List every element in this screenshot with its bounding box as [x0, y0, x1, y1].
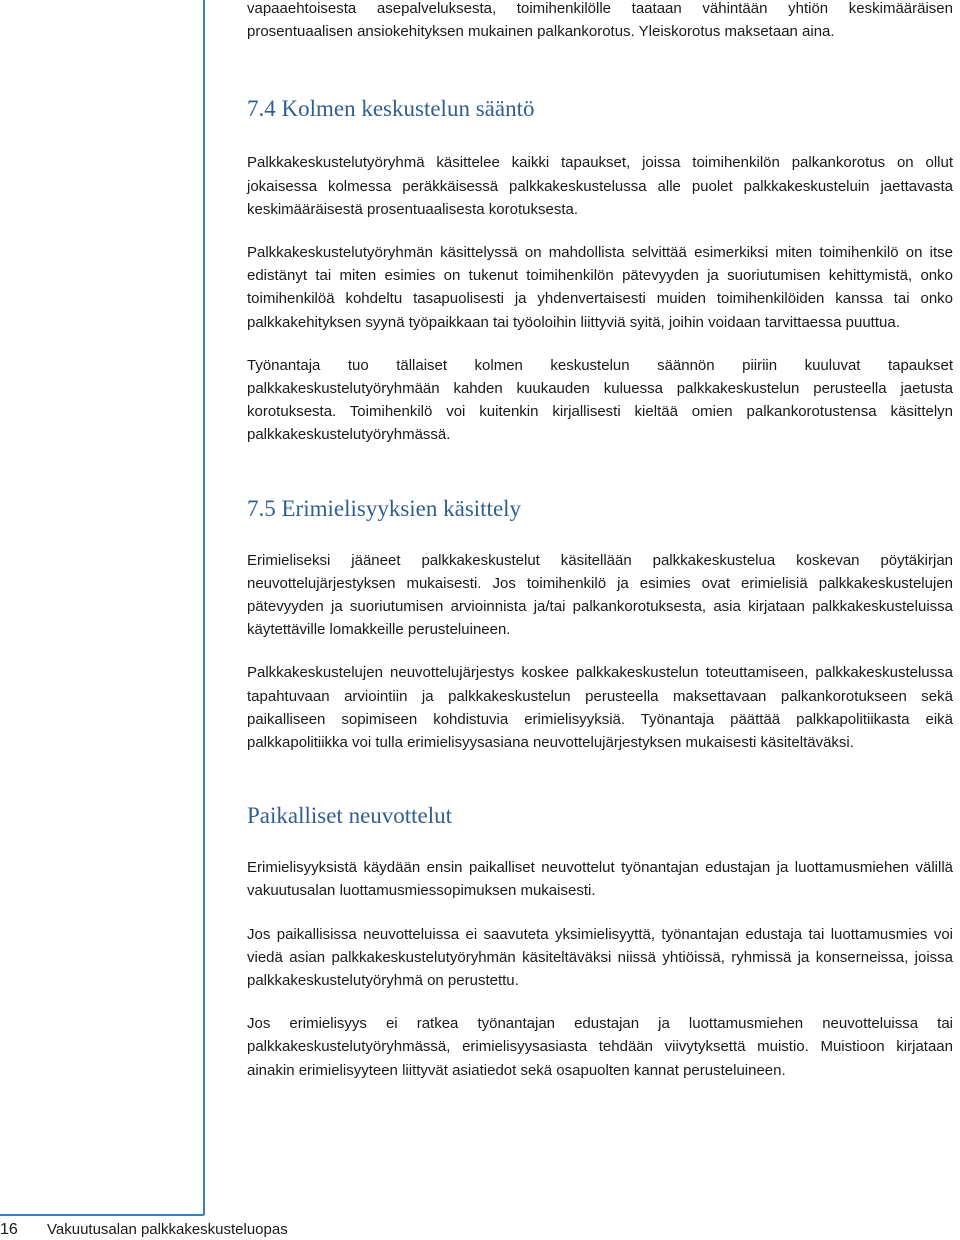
section-7-4-paragraph-3: Työnantaja tuo tällaiset kolmen keskustelun säännön piiriin kuuluvat tapaukset palkkakeskustelutyöryhmään kahden kuukauden kuluessa palkkakeskustelun perusteella jaetusta korotuksesta. Toimihenkilö voi kuitenkin kirjallisesti kieltää omien palkankorotustensa käsittelyn palkkakeskustelutyöryhmässä. [247, 356, 953, 444]
footer-rule-horizontal [0, 1214, 204, 1216]
section-7-4-paragraph-2: Palkkakeskustelutyöryhmän käsittelyssä on mahdollista selvittää esimerkiksi miten toimihenkilö on itse edistänyt tai miten esimies on tukenut toimihenkilön pätevyyden ja suoriutumisen kehittymistä, onko toimihenkilöä kohdeltu tasapuolisesti ja yhdenvertaisesti muiden toimihenkilöiden kanssa tai onko palkkakehityksen syynä työpaikkaan tai työoloihin liittyviä syitä, joihin voidaan tarvittaessa puuttua. [247, 244, 953, 331]
footer-publication-title: Vakuutusalan palkkakeskusteluopas [47, 1221, 288, 1238]
section-7-5 [247, 495, 953, 755]
section-local-paragraph-2: Jos paikallisissa neuvotteluissa ei saavuteta yksimielisyyttä, työnantajan edustaja tai luottamusmies voi viedä asian palkkakeskustelutyöryhmän käsiteltäväksi niissä yhtiöissä, ryhmissä ja konserneissa, joissa palkkakeskustelutyöryhmä on perustettu. [247, 925, 953, 990]
section-local-paragraph-1: Erimielisyyksistä käydään ensin paikalliset neuvottelut työnantajan edustajan ja luottamusmiehen välillä vakuutusalan luottamusmiessopimuksen mukaisesti. [247, 859, 953, 900]
section-local-heading: Paikalliset neuvottelut [247, 803, 453, 829]
page-content [247, 0, 953, 1082]
section-7-5-paragraph-2: Palkkakeskustelujen neuvottelujärjestys koskee palkkakeskustelun toteuttamiseen, palkkakeskustelussa tapahtuvaan arviointiin ja palkkakeskustelun perusteella maksettavaan palkankorotukseen sekä paikalliseen sopimiseen kohdistuvia erimielisyyksiä. Työnantaja päättää palkkapolitiikasta eikä palkkapolitiikka voi tulla erimielisyysasiana neuvottelujärjestyksen mukaisesti käsiteltäväksi. [247, 664, 953, 752]
section-7-4-heading: 7.4 Kolmen keskustelun sääntö [247, 96, 535, 122]
footer-page-number: 16 [0, 1221, 18, 1238]
section-local-negotiations [247, 802, 953, 1082]
section-7-5-paragraph-1: Erimieliseksi jääneet palkkakeskustelut käsitellään palkkakeskustelua koskevan pöytäkirjan neuvottelujärjestyksen mukaisesti. Jos toimihenkilö ja esimies ovat erimielisiä palkkakeskustelujen pätevyyden ja suoriutumisen arvioinnista ja/tai palkankorotuksesta, asia kirjataan palkkakeskusteluissa käytettäville lomakkeille perusteluineen. [247, 551, 953, 639]
section-local-paragraph-3: Jos erimielisyys ei ratkea työnantajan edustajan ja luottamusmiehen neuvotteluissa tai palkkakeskustelutyöryhmässä, erimielisyysasiasta tehdään viivytyksettä muistio. Muistioon kirjataan ainakin erimielisyyteen liittyvät asiatiedot sekä osapuolten kannat perusteluineen. [247, 1015, 953, 1079]
margin-rule-vertical [203, 0, 205, 1215]
section-7-5-heading: 7.5 Erimielisyyksien käsittely [247, 495, 522, 521]
section-7-4 [247, 95, 953, 446]
intro-paragraph: vapaaehtoisesta asepalveluksesta, toimihenkilölle taataan vähintään yhtiön keskimääräisen prosentuaalisen ansiokehityksen mukainen palkankorotus. Yleiskorotus maksetaan aina. [247, 0, 953, 41]
section-7-4-paragraph-1: Palkkakeskustelutyöryhmä käsittelee kaikki tapaukset, joissa toimihenkilön palkankorotus on ollut jokaisessa kolmessa peräkkäisessä palkkakeskustelussa alle puolet palkkakeskusteluin jaettavasta keskimääräisestä prosentuaalisesta korotuksesta. [247, 154, 953, 218]
